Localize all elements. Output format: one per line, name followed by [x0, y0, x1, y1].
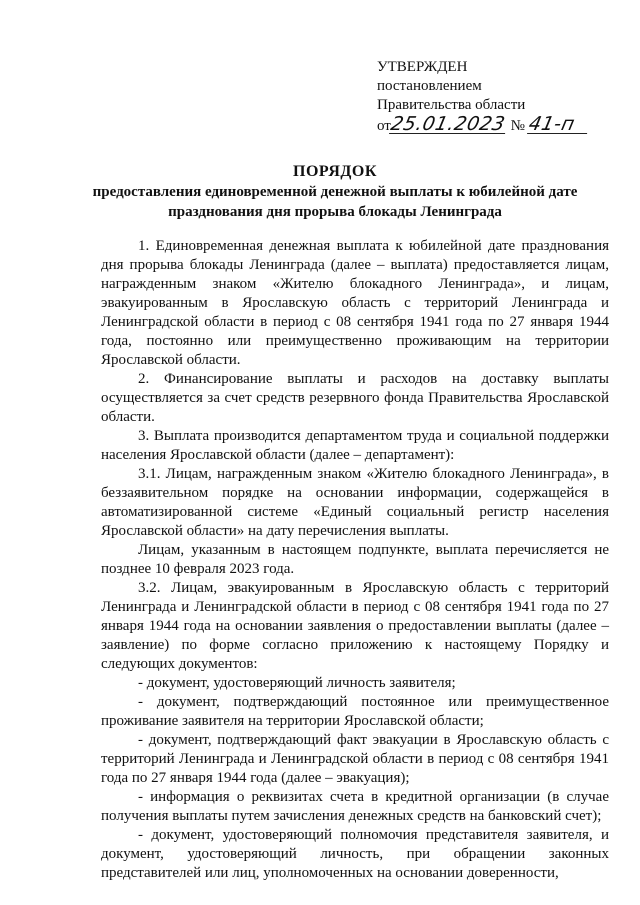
paragraph-3: 3. Выплата производится департаментом труда и социальной поддержки населения Ярославской области (далее – департамент): [101, 428, 609, 463]
list-item-bank-account-info: - информация о реквизитах счета в кредитной организации (в случае получения выплаты путем зачисления денежных средств на банковский счет); [101, 789, 609, 824]
handwritten-number: 41-п [527, 115, 591, 134]
handwritten-date: 25.01.2023 [388, 113, 508, 135]
approval-date-line [377, 115, 607, 136]
number-sign: № [510, 118, 525, 134]
date-prefix: от [377, 118, 391, 134]
paragraph-3-2: 3.2. Лицам, эвакуированным в Ярославскую область с территорий Ленинграда и Ленинградской области в период с 08 сентября 1941 года по 27 января 1944 года на основании заявления о предоставлении выплаты (далее – заявление) по форме согласно приложению к настоящему Порядку и следующих документов: [101, 580, 609, 672]
paragraph-1: 1. Единовременная денежная выплата к юбилейной дате празднования дня прорыва блокады Ленинграда (далее – выплата) предоставляется лицам, награжденным знаком «Жителю блокадного Ленинграда», и лицам, эвакуированным в Ярославскую область с территорий Ленинграда и Ленинградской области в период с 08 сентября 1941 года по 27 января 1944 года, постоянно или преимущественно проживающим на территории Ярославской области. [101, 238, 609, 368]
paragraph-3-1-deadline: Лицам, указанным в настоящем подпункте, выплата перечисляется не позднее 10 февраля 2023 года. [101, 542, 609, 577]
approved-org: Правительства области [377, 97, 526, 113]
approved-label: УТВЕРЖДЕН [377, 59, 468, 75]
document-body [101, 237, 609, 883]
document-subtitle: предоставления единовременной денежной выплаты к юбилейной дате празднования дня прорыва блокады Ленинграда [92, 184, 578, 220]
approved-by: постановлением [377, 78, 482, 94]
paragraph-2: 2. Финансирование выплаты и расходов на доставку выплаты осуществляется за счет средств резервного фонда Правительства Ярославской области. [101, 371, 609, 425]
list-item-representative-document: - документ, удостоверяющий полномочия представителя заявителя, и документ, удостоверяющий личность, при обращении законных представителей или лиц, уполномоченных на основании доверенности, [101, 827, 609, 881]
list-item-evacuation-document: - документ, подтверждающий факт эвакуации в Ярославскую область с территорий Ленинграда и Ленинградской области в период с 08 сентября 1941 года по 27 января 1944 года (далее – эвакуация); [101, 732, 609, 786]
document-title: ПОРЯДОК [293, 163, 377, 180]
approval-stamp [377, 58, 607, 136]
list-item-residence-document: - документ, подтверждающий постоянное или преимущественное проживание заявителя на территории Ярославской области; [101, 694, 609, 729]
paragraph-3-1: 3.1. Лицам, награжденным знаком «Жителю блокадного Ленинграда», в беззаявительном порядке на основании информации, содержащейся в автоматизированной системе «Единый социальный регистр населения Ярославской области» на дату перечисления выплаты. [101, 466, 609, 539]
list-item-identity-document: - документ, удостоверяющий личность заявителя; [138, 675, 456, 691]
